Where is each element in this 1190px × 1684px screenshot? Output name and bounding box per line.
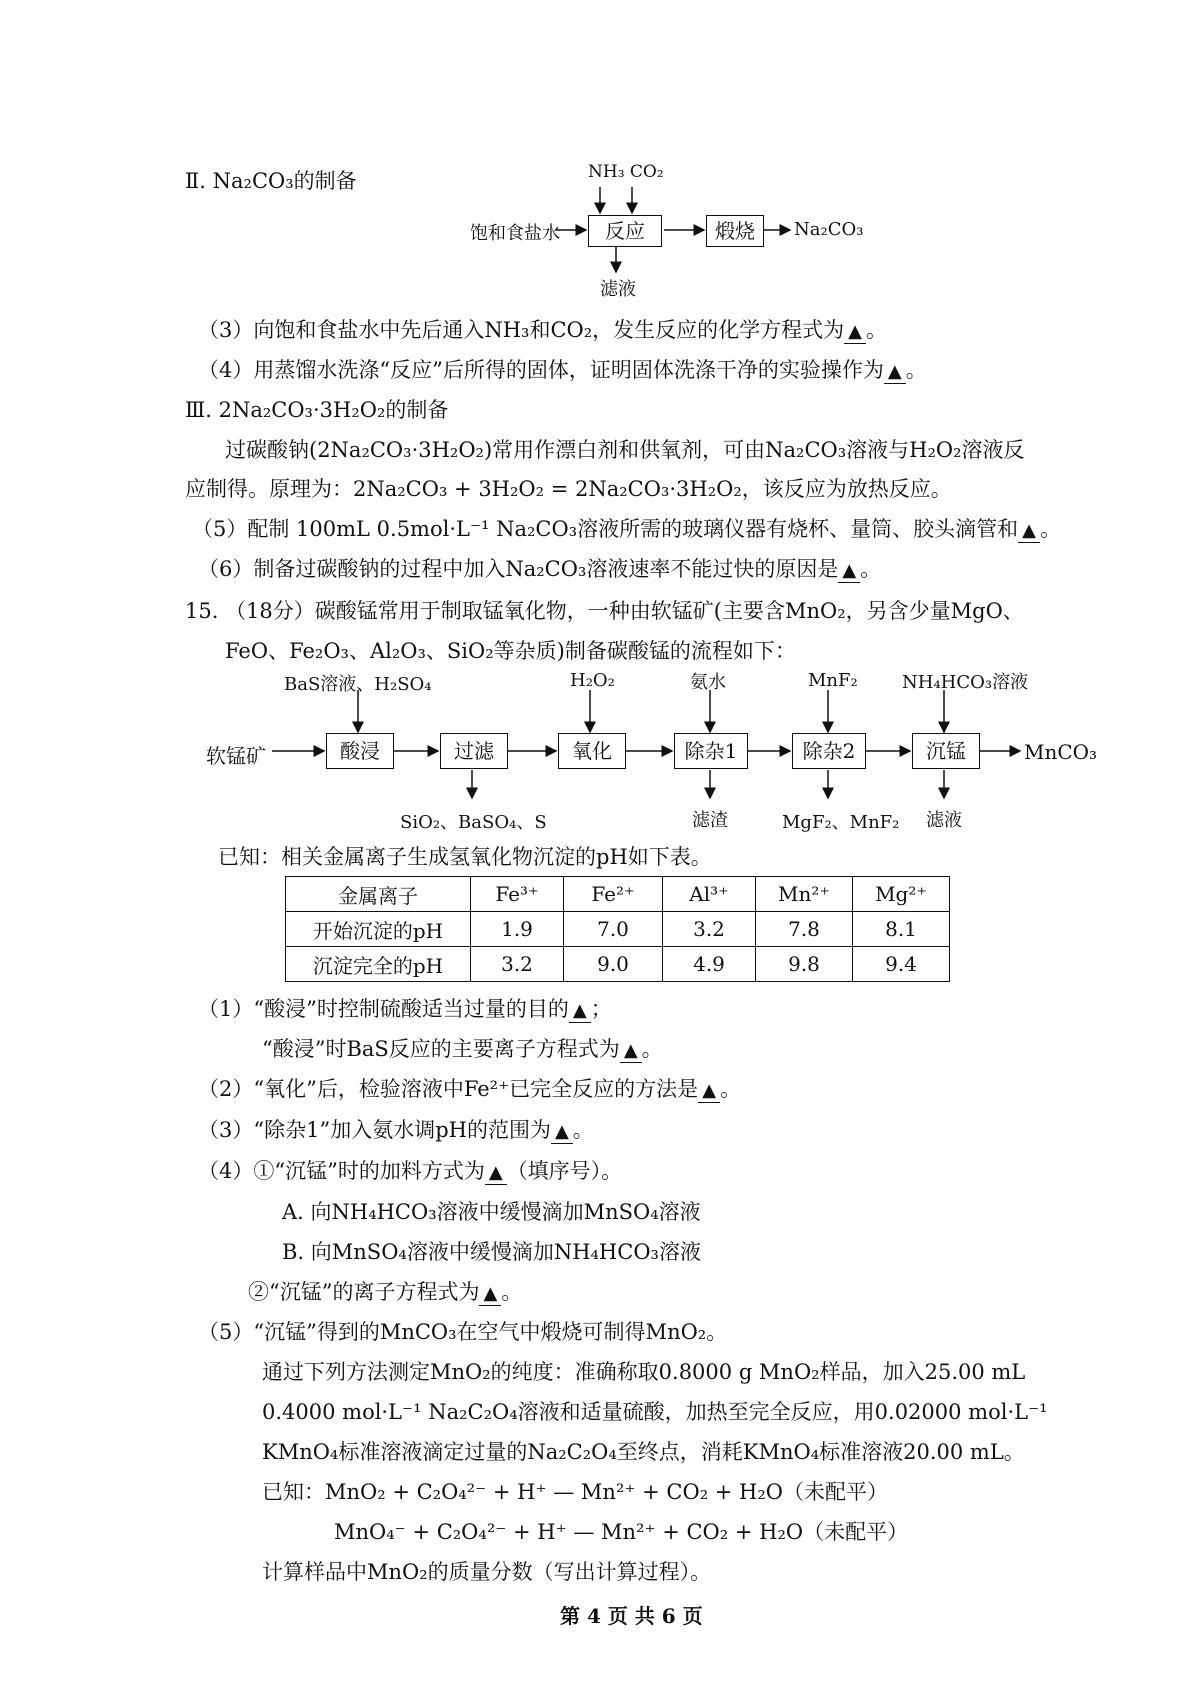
table-cell: 8.1 bbox=[853, 912, 950, 947]
flow1-box-reaction: 反应 bbox=[588, 215, 662, 247]
section3-paragraph-1: 过碳酸钠(2Na₂CO₃·3H₂O₂)常用作漂白剂和供氧剂，可由Na₂CO₃溶液与H₂O₂溶液反 bbox=[225, 438, 1025, 462]
table-cell: 9.4 bbox=[853, 947, 950, 982]
table-cell: 7.8 bbox=[756, 912, 853, 947]
table-cell: 沉淀完全的pH bbox=[286, 947, 471, 982]
q15-question-5d: KMnO₄标准溶液滴定过量的Na₂C₂O₄至终点，消耗KMnO₄标准溶液20.00 mL。 bbox=[262, 1440, 1025, 1464]
flow1-top-reagents: NH₃ CO₂ bbox=[588, 162, 664, 182]
question-6: （6）制备过碳酸钠的过程中加入Na₂CO₃溶液速率不能过快的原因是 ▲ 。 bbox=[198, 557, 882, 581]
q15-question-5c: 0.4000 mol·L⁻¹ Na₂C₂O₄溶液和适量硫酸，加热至完全反应，用0.02000 mol·L⁻¹ bbox=[262, 1400, 1048, 1424]
answer-blank[interactable]: ▲ bbox=[485, 1160, 507, 1185]
page-footer: 第 4 页 共 6 页 bbox=[560, 1604, 703, 1628]
table-cell: 1.9 bbox=[471, 912, 564, 947]
output-precipitation: 滤液 bbox=[926, 810, 962, 831]
flow1-input: 饱和食盐水 bbox=[470, 223, 560, 244]
step-mn-precipitation: 沉锰 bbox=[912, 733, 980, 769]
answer-blank[interactable]: ▲ bbox=[884, 359, 906, 384]
step-filtration: 过滤 bbox=[440, 733, 508, 769]
flow1-box-calcine: 煅烧 bbox=[706, 215, 764, 247]
answer-blank[interactable]: ▲ bbox=[844, 319, 866, 344]
step-acid-leach: 酸浸 bbox=[326, 733, 394, 769]
answer-blank[interactable]: ▲ bbox=[838, 558, 860, 583]
reagent-oxidation: H₂O₂ bbox=[570, 670, 615, 691]
table-header-cell: 金属离子 bbox=[286, 877, 471, 912]
reagent-acid-leach: BaS溶液、H₂SO₄ bbox=[284, 674, 432, 695]
table-cell: 9.8 bbox=[756, 947, 853, 982]
answer-blank[interactable]: ▲ bbox=[698, 1078, 720, 1103]
ph-table bbox=[285, 876, 950, 982]
table-cell: 4.9 bbox=[663, 947, 756, 982]
table-header-cell: Mg²⁺ bbox=[853, 877, 950, 912]
question-5: （5）配制 100mL 0.5mol·L⁻¹ Na₂CO₃溶液所需的玻璃仪器有烧杯、量筒、胶头滴管和 ▲ 。 bbox=[192, 517, 1061, 541]
flow1-byproduct: 滤液 bbox=[600, 279, 636, 300]
table-row bbox=[286, 947, 950, 982]
section3-paragraph-2: 应制得。原理为：2Na₂CO₃ + 3H₂O₂ = 2Na₂CO₃·3H₂O₂，该反应为放热反应。 bbox=[185, 477, 952, 501]
q15-question-4b: ②“沉锰”的离子方程式为 ▲ 。 bbox=[248, 1280, 523, 1304]
table-cell: 3.2 bbox=[663, 912, 756, 947]
answer-blank[interactable]: ▲ bbox=[479, 1281, 501, 1306]
q15-question-5b: 通过下列方法测定MnO₂的纯度：准确称取0.8000 g MnO₂样品，加入25.00 mL bbox=[262, 1360, 1026, 1384]
table-cell: 9.0 bbox=[564, 947, 663, 982]
q15-question-5g: 计算样品中MnO₂的质量分数（写出计算过程）。 bbox=[262, 1560, 712, 1584]
q15-question-2: （2）“氧化”后，检验溶液中Fe²⁺已完全反应的方法是 ▲ 。 bbox=[198, 1077, 742, 1101]
question-4: （4）用蒸馏水洗涤“反应”后所得的固体，证明固体洗涤干净的实验操作为 ▲ 。 bbox=[198, 358, 927, 382]
output-impurity-2: MgF₂、MnF₂ bbox=[782, 812, 900, 833]
answer-blank[interactable]: ▲ bbox=[620, 1038, 642, 1063]
flow2-start: 软锰矿 bbox=[206, 744, 266, 768]
table-cell: 开始沉淀的pH bbox=[286, 912, 471, 947]
section2-heading: Ⅱ. Na₂CO₃的制备 bbox=[185, 169, 357, 193]
q15-equation-1: 已知：MnO₂ + C₂O₄²⁻ + H⁺ — Mn²⁺ + CO₂ + H₂O（未配平） bbox=[262, 1480, 889, 1504]
table-cell: 3.2 bbox=[471, 947, 564, 982]
table-header-cell: Mn²⁺ bbox=[756, 877, 853, 912]
reagent-impurity-1: 氨水 bbox=[690, 672, 726, 693]
q15-equation-2: MnO₄⁻ + C₂O₄²⁻ + H⁺ — Mn²⁺ + CO₂ + H₂O（未配平） bbox=[334, 1520, 909, 1544]
table-cell: 7.0 bbox=[564, 912, 663, 947]
answer-blank[interactable]: ▲ bbox=[569, 998, 591, 1023]
step-impurity-removal-1: 除杂1 bbox=[674, 733, 748, 769]
q15-option-a: A. 向NH₄HCO₃溶液中缓慢滴加MnSO₄溶液 bbox=[282, 1200, 701, 1224]
known-text: 已知：相关金属离子生成氢氧化物沉淀的pH如下表。 bbox=[218, 845, 712, 869]
q15-question-3: （3）“除杂1”加入氨水调pH的范围为 ▲ 。 bbox=[198, 1118, 594, 1142]
answer-blank[interactable]: ▲ bbox=[551, 1119, 573, 1144]
question-3: （3）向饱和食盐水中先后通入NH₃和CO₂，发生反应的化学方程式为 ▲ 。 bbox=[198, 318, 888, 342]
q15-intro-2: FeO、Fe₂O₃、Al₂O₃、SiO₂等杂质)制备碳酸锰的流程如下： bbox=[225, 639, 796, 663]
output-filtration: SiO₂、BaSO₄、S bbox=[400, 812, 547, 833]
q15-question-4a: （4）①“沉锰”时的加料方式为 ▲ （填序号）。 bbox=[198, 1159, 623, 1183]
answer-blank[interactable]: ▲ bbox=[1018, 518, 1040, 543]
table-header-cell: Fe²⁺ bbox=[564, 877, 663, 912]
section3-heading: Ⅲ. 2Na₂CO₃·3H₂O₂的制备 bbox=[185, 398, 449, 422]
q15-intro-1: 15. （18分）碳酸锰常用于制取锰氧化物，一种由软锰矿(主要含MnO₂，另含少量MgO、 bbox=[185, 599, 1024, 623]
table-row bbox=[286, 877, 950, 912]
q15-question-1b: “酸浸”时BaS反应的主要离子方程式为 ▲ 。 bbox=[262, 1037, 663, 1061]
table-row bbox=[286, 912, 950, 947]
q15-option-b: B. 向MnSO₄溶液中缓慢滴加NH₄HCO₃溶液 bbox=[282, 1240, 701, 1264]
flow2-end: MnCO₃ bbox=[1024, 740, 1098, 764]
step-impurity-removal-2: 除杂2 bbox=[792, 733, 866, 769]
q15-question-5a: （5）“沉锰”得到的MnCO₃在空气中煅烧可制得MnO₂。 bbox=[198, 1320, 728, 1344]
output-impurity-1: 滤渣 bbox=[692, 810, 728, 831]
flow1-product: Na₂CO₃ bbox=[794, 219, 864, 240]
table-header-cell: Fe³⁺ bbox=[471, 877, 564, 912]
reagent-impurity-2: MnF₂ bbox=[808, 670, 858, 691]
reagent-precipitation: NH₄HCO₃溶液 bbox=[902, 672, 1029, 693]
q15-question-1a: （1）“酸浸”时控制硫酸适当过量的目的 ▲ ； bbox=[198, 997, 612, 1021]
na2co3-flow-arrows bbox=[0, 0, 1190, 320]
step-oxidation: 氧化 bbox=[558, 733, 626, 769]
table-header-cell: Al³⁺ bbox=[663, 877, 756, 912]
